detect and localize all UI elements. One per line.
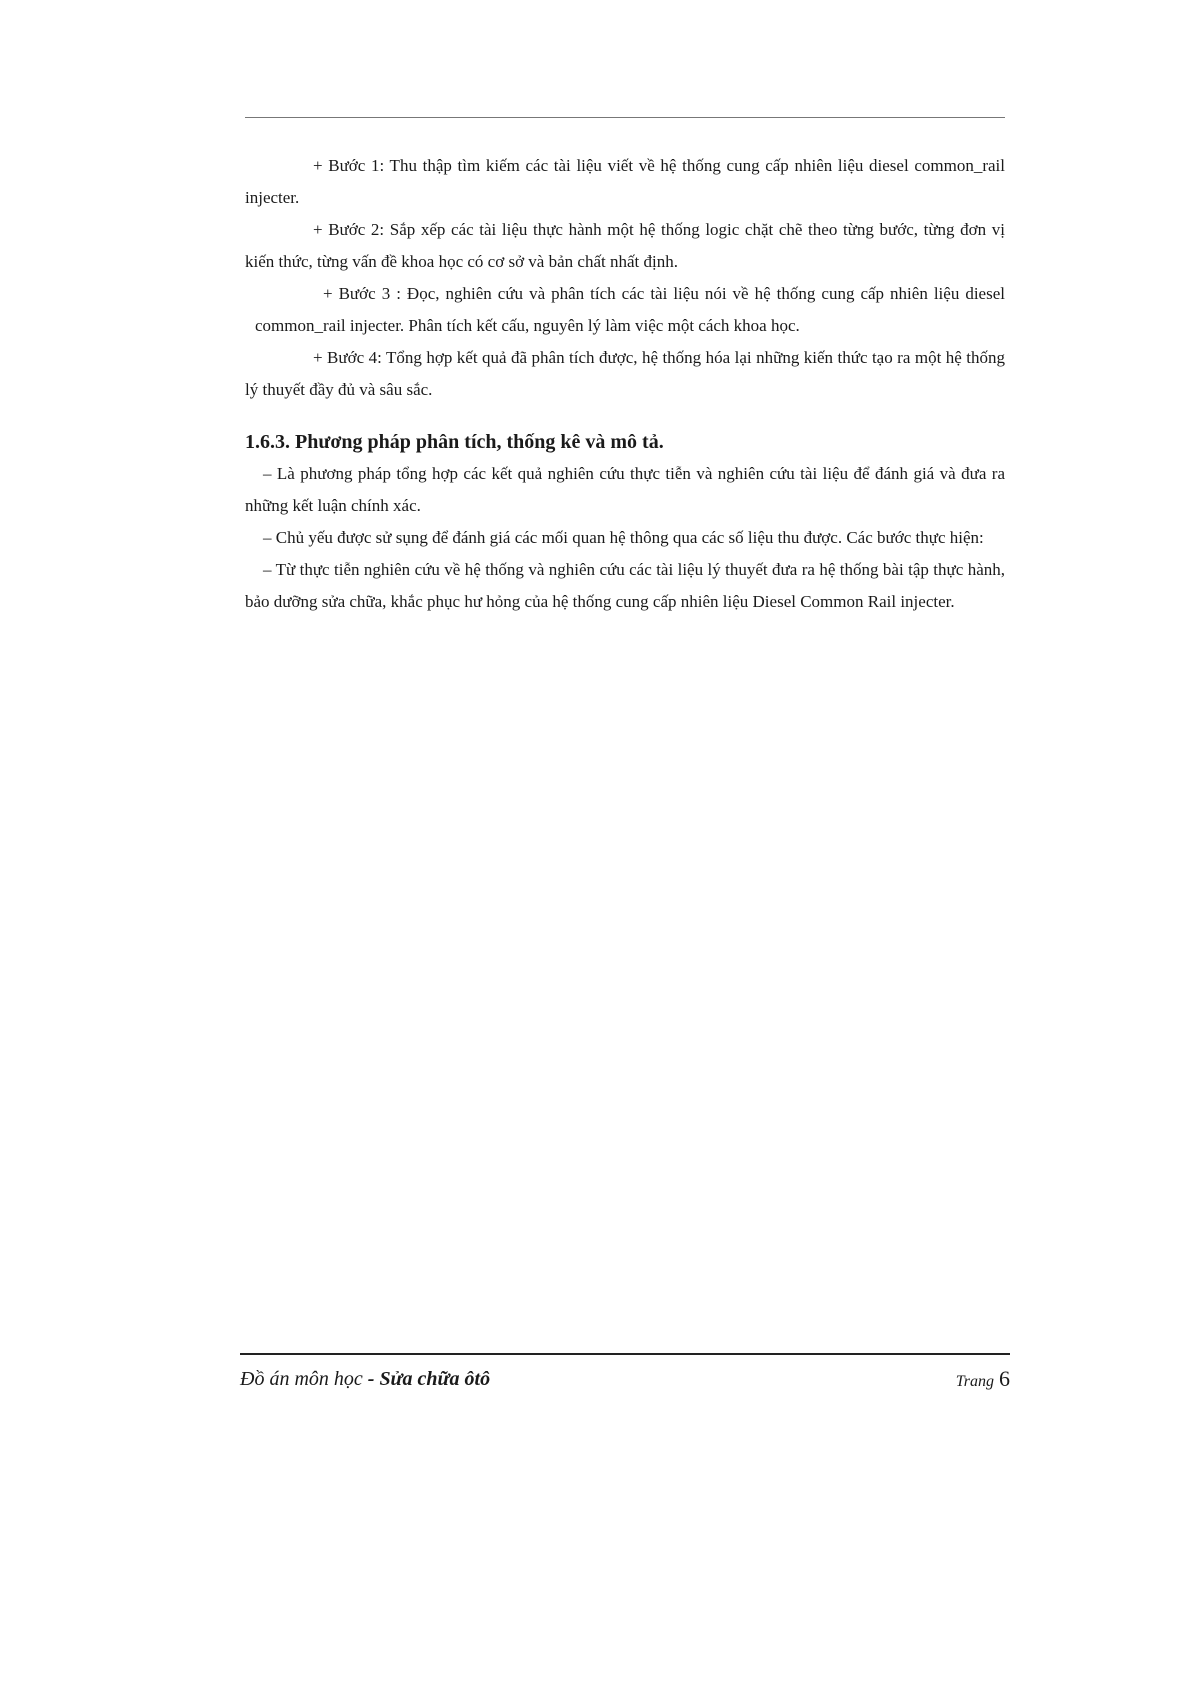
footer-separator: - [362, 1368, 380, 1390]
header-rule [245, 117, 1005, 118]
page-label: Trang [955, 1373, 994, 1390]
section-paragraph-2: – Chủ yếu được sử sụng để đánh giá các mối quan hệ thông qua các số liệu thu được. Các bước thực hiện: [263, 528, 984, 547]
step-4-paragraph: + Bước 4: Tổng hợp kết quả đã phân tích được, hệ thống hóa lại những kiến thức tạo ra một hệ thống lý thuyết đầy đủ và sâu sắc. [245, 348, 1005, 399]
step-3-paragraph: + Bước 3 : Đọc, nghiên cứu và phân tích các tài liệu nói về hệ thống cung cấp nhiên liệu diesel common_rail injecter. Phân tích kết cấu, nguyên lý làm việc một cách khoa học. [255, 284, 1005, 335]
section-paragraph-3: – Từ thực tiễn nghiên cứu về hệ thống và nghiên cứu các tài liệu lý thuyết đưa ra hệ thống bài tập thực hành, bảo dưỡng sửa chữa, khắc phục hư hỏng của hệ thống cung cấp nhiên liệu Diesel Common Rail injecter. [245, 560, 1005, 611]
page-content [245, 150, 1005, 618]
footer-course-name: Sửa chữa ôtô [379, 1368, 491, 1390]
step-1-paragraph: + Bước 1: Thu thập tìm kiếm các tài liệu viết về hệ thống cung cấp nhiên liệu diesel common_rail injecter. [245, 156, 1005, 207]
footer-doc-type: Đồ án môn học [240, 1368, 363, 1390]
section-paragraph-1: – Là phương pháp tổng hợp các kết quả nghiên cứu thực tiễn và nghiên cứu tài liệu để đánh giá và đưa ra những kết luận chính xác. [245, 464, 1005, 515]
section-heading: 1.6.3. Phương pháp phân tích, thống kê và mô tả. [245, 431, 664, 453]
step-2-paragraph: + Bước 2: Sắp xếp các tài liệu thực hành một hệ thống logic chặt chẽ theo từng bước, từng đơn vị kiến thức, từng vấn đề khoa học có cơ sở và bản chất nhất định. [245, 220, 1005, 271]
page-footer [240, 1362, 1010, 1396]
page-number-block [956, 1362, 1010, 1399]
page-number: 6 [999, 1366, 1010, 1391]
footer-title [240, 1362, 490, 1396]
footer-rule [240, 1353, 1010, 1355]
